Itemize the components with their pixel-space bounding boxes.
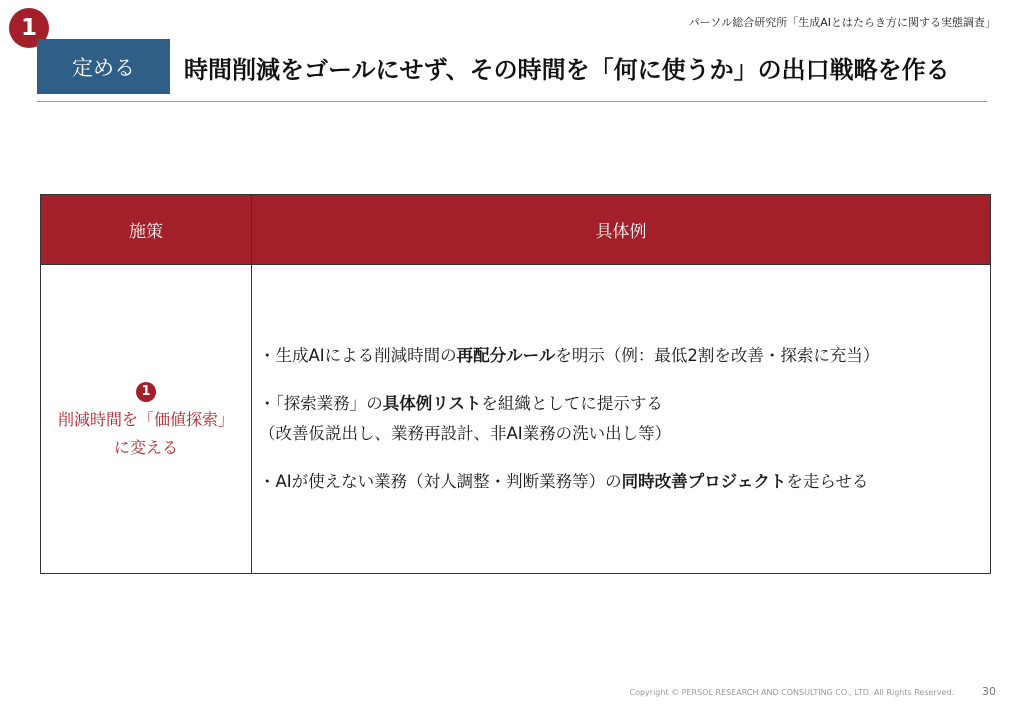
measures-table [40,194,991,574]
example-item-3 [259,467,990,497]
category-label: 定める [37,39,170,94]
examples-cell [252,265,991,574]
header-measure: 施策 [41,195,252,265]
example-1-bold: 再配分ルール [456,346,556,365]
measure-number-badge: 1 [136,382,156,402]
example-1-text-post: を明示（例：最低2割を改善・探索に充当） [555,346,880,365]
example-2-line-2: （改善仮説出し、業務再設計、非AI業務の洗い出し等） [259,424,672,443]
source-citation: パーソル総合研究所「生成AIとはたらき方に関する実態調査」 [688,16,996,29]
title-divider [37,101,987,102]
example-2-text-post: を組織としてに提示する [481,394,663,413]
step-number-badge: 1 [9,8,49,48]
example-2-bold: 具体例リスト [382,394,482,413]
example-3-text-pre: ・AIが使えない業務（対人調整・判断業務等）の [259,472,622,491]
page-title: 時間削減をゴールにせず、その時間を「何に使うか」の出口戦略を作る [184,56,950,84]
page-number: 30 [982,685,996,698]
example-item-1 [259,341,990,371]
example-3-text-post: を走らせる [786,472,869,491]
example-1-text-pre: ・生成AIによる削減時間の [259,346,457,365]
table-header-row [41,195,991,265]
measure-line-1: 削減時間を「価値探索」 [57,410,234,429]
example-3-bold: 同時改善プロジェクト [621,472,787,491]
header-examples: 具体例 [252,195,991,265]
example-2-text-pre: ・「探索業務」の [259,394,383,413]
table-row [41,265,991,574]
measure-line-2: に変える [113,438,178,457]
example-item-2 [259,389,990,449]
measure-cell [41,265,252,574]
copyright-notice: Copyright © PERSOL RESEARCH AND CONSULTING CO., LTD. All Rights Reserved. [629,688,954,697]
